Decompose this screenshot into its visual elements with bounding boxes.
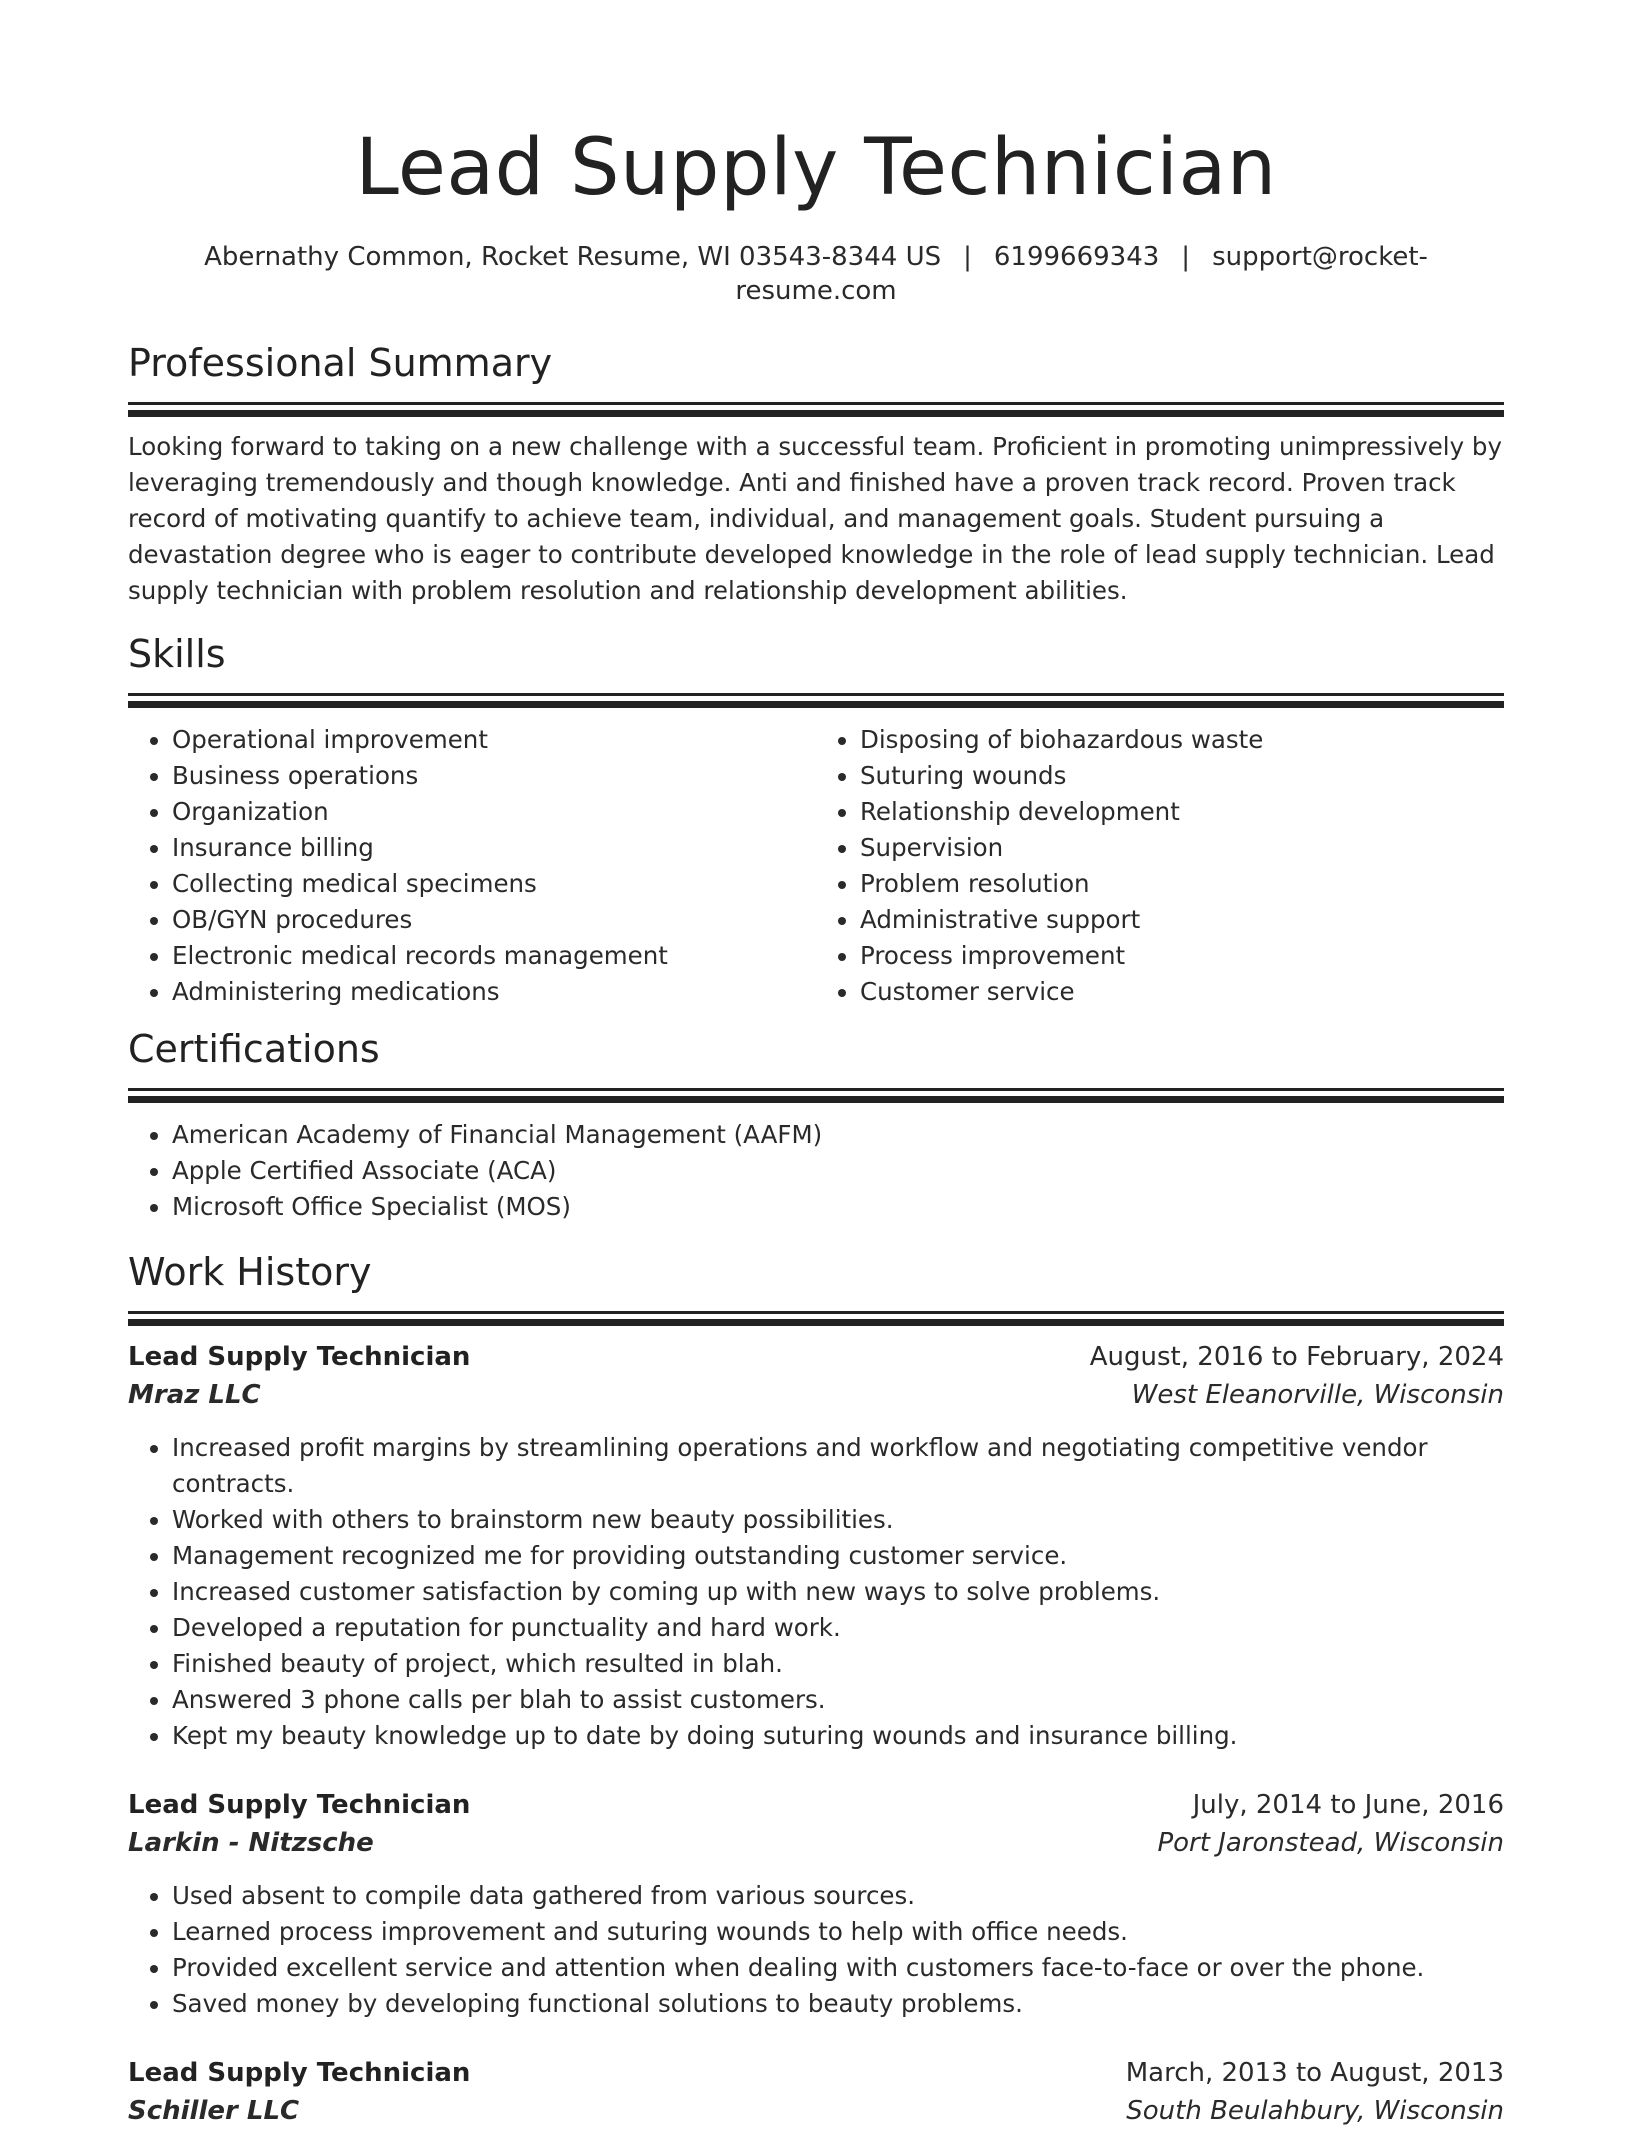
contact-separator: | (1181, 242, 1191, 272)
skill-item: • Administrative support (860, 902, 1504, 938)
summary-text: Looking forward to taking on a new challenge with a successful team. Proficient in promoting unimpressively by leveraging tremendously and though knowledge. Anti and finished have a proven track record. Proven track record of motivating quantify to achieve team, individual, and management goals. Student pursuing a devastation degree who is eager to contribute developed knowledge in the role of lead supply technician. Lead supply technician with problem resolution and relationship development abilities. (128, 432, 1502, 605)
job-location: Port Jaronstead, Wisconsin (1157, 1828, 1504, 1858)
job-entry (128, 1786, 1504, 2022)
section-divider (128, 693, 1504, 696)
skill-item: • Disposing of biohazardous waste (860, 722, 1504, 758)
certifications-heading: Certifications (128, 1027, 380, 1071)
job-bullets (128, 1430, 1504, 1754)
contact-separator: | (963, 242, 972, 272)
skill-item: • Process improvement (860, 938, 1504, 974)
job-bullet: • Provided excellent service and attention when dealing with customers face-to-face or over the phone. (172, 1950, 1504, 1986)
contact-phone: 6199669343 (993, 242, 1160, 272)
certification-item: • American Academy of Financial Management (AAFM) (172, 1117, 1504, 1153)
job-bullet: • Kept my beauty knowledge up to date by doing suturing wounds and insurance billing. (172, 1718, 1504, 1754)
contact-line (128, 240, 1504, 308)
job-entry (128, 1338, 1504, 1754)
job-bullet: • Worked with others to brainstorm new beauty possibilities. (172, 1502, 1504, 1538)
skill-item: • Operational improvement (172, 722, 816, 758)
job-bullet: • Used absent to compile data gathered from various sources. (172, 1878, 1504, 1914)
skill-item: • Suturing wounds (860, 758, 1504, 794)
skills-column-left (128, 722, 816, 1010)
skill-item: • Electronic medical records management (172, 938, 816, 974)
job-title: Lead Supply Technician (128, 1342, 471, 1372)
contact-email: support@rocket-resume.com (735, 242, 1428, 306)
section-divider-thick (128, 410, 1504, 417)
contact-address: Abernathy Common, Rocket Resume, WI 03543-8344 US (204, 242, 942, 272)
skill-item: • OB/GYN procedures (172, 902, 816, 938)
job-bullet: • Management recognized me for providing outstanding customer service. (172, 1538, 1504, 1574)
section-divider-thick (128, 701, 1504, 708)
skill-item: • Supervision (860, 830, 1504, 866)
job-location: West Eleanorville, Wisconsin (1131, 1380, 1504, 1410)
job-header (128, 1786, 1504, 1824)
skills-grid (128, 722, 1504, 1010)
skill-item: • Insurance billing (172, 830, 816, 866)
job-header (128, 2054, 1504, 2092)
job-dates: August, 2016 to February, 2024 (1089, 1342, 1504, 1372)
job-company: Schiller LLC (128, 2096, 300, 2126)
summary-heading: Professional Summary (128, 341, 553, 385)
job-company: Larkin - Nitzsche (128, 1828, 374, 1858)
job-bullet: • Increased customer satisfaction by coming up with new ways to solve problems. (172, 1574, 1504, 1610)
summary-section (128, 338, 1504, 609)
certification-item: • Microsoft Office Specialist (MOS) (172, 1189, 1504, 1225)
job-location: South Beulahbury, Wisconsin (1126, 2096, 1504, 2126)
work-history-section (128, 1247, 1504, 2130)
section-divider (128, 1088, 1504, 1091)
job-company: Mraz LLC (128, 1380, 261, 1410)
job-title: Lead Supply Technician (128, 1790, 471, 1820)
job-header (128, 1338, 1504, 1376)
skills-heading: Skills (128, 632, 226, 676)
job-dates: March, 2013 to August, 2013 (1125, 2058, 1504, 2088)
skills-list-right (816, 722, 1504, 1010)
job-subheader (128, 1824, 1504, 1862)
job-subheader (128, 1376, 1504, 1414)
section-divider (128, 1311, 1504, 1314)
certifications-list (128, 1117, 1504, 1225)
section-divider-thick (128, 1096, 1504, 1103)
job-bullet: • Saved money by developing functional solutions to beauty problems. (172, 1986, 1504, 2022)
section-divider-thick (128, 1319, 1504, 1326)
skill-item: • Customer service (860, 974, 1504, 1010)
certifications-section (128, 1024, 1504, 1225)
skill-item: • Problem resolution (860, 866, 1504, 902)
job-entry (128, 2054, 1504, 2130)
skill-item: • Business operations (172, 758, 816, 794)
job-bullet: • Increased profit margins by streamlining operations and workflow and negotiating competitive vendor contracts. (172, 1430, 1504, 1502)
job-bullets (128, 1878, 1504, 2022)
skills-section (128, 629, 1504, 1010)
job-bullet: • Developed a reputation for punctuality and hard work. (172, 1610, 1504, 1646)
job-bullet: • Learned process improvement and suturing wounds to help with office needs. (172, 1914, 1504, 1950)
job-bullet: • Finished beauty of project, which resulted in blah. (172, 1646, 1504, 1682)
job-subheader (128, 2092, 1504, 2130)
job-bullet: • Answered 3 phone calls per blah to assist customers. (172, 1682, 1504, 1718)
work-history-heading: Work History (128, 1250, 372, 1294)
skill-item: • Administering medications (172, 974, 816, 1010)
certification-item: • Apple Certified Associate (ACA) (172, 1153, 1504, 1189)
skills-column-right (816, 722, 1504, 1010)
job-title: Lead Supply Technician (128, 2058, 471, 2088)
job-dates: July, 2014 to June, 2016 (1192, 1790, 1504, 1820)
section-divider (128, 402, 1504, 405)
skills-list-left (128, 722, 816, 1010)
skill-item: • Relationship development (860, 794, 1504, 830)
resume-title: Lead Supply Technician (355, 123, 1277, 213)
skill-item: • Organization (172, 794, 816, 830)
skill-item: • Collecting medical specimens (172, 866, 816, 902)
